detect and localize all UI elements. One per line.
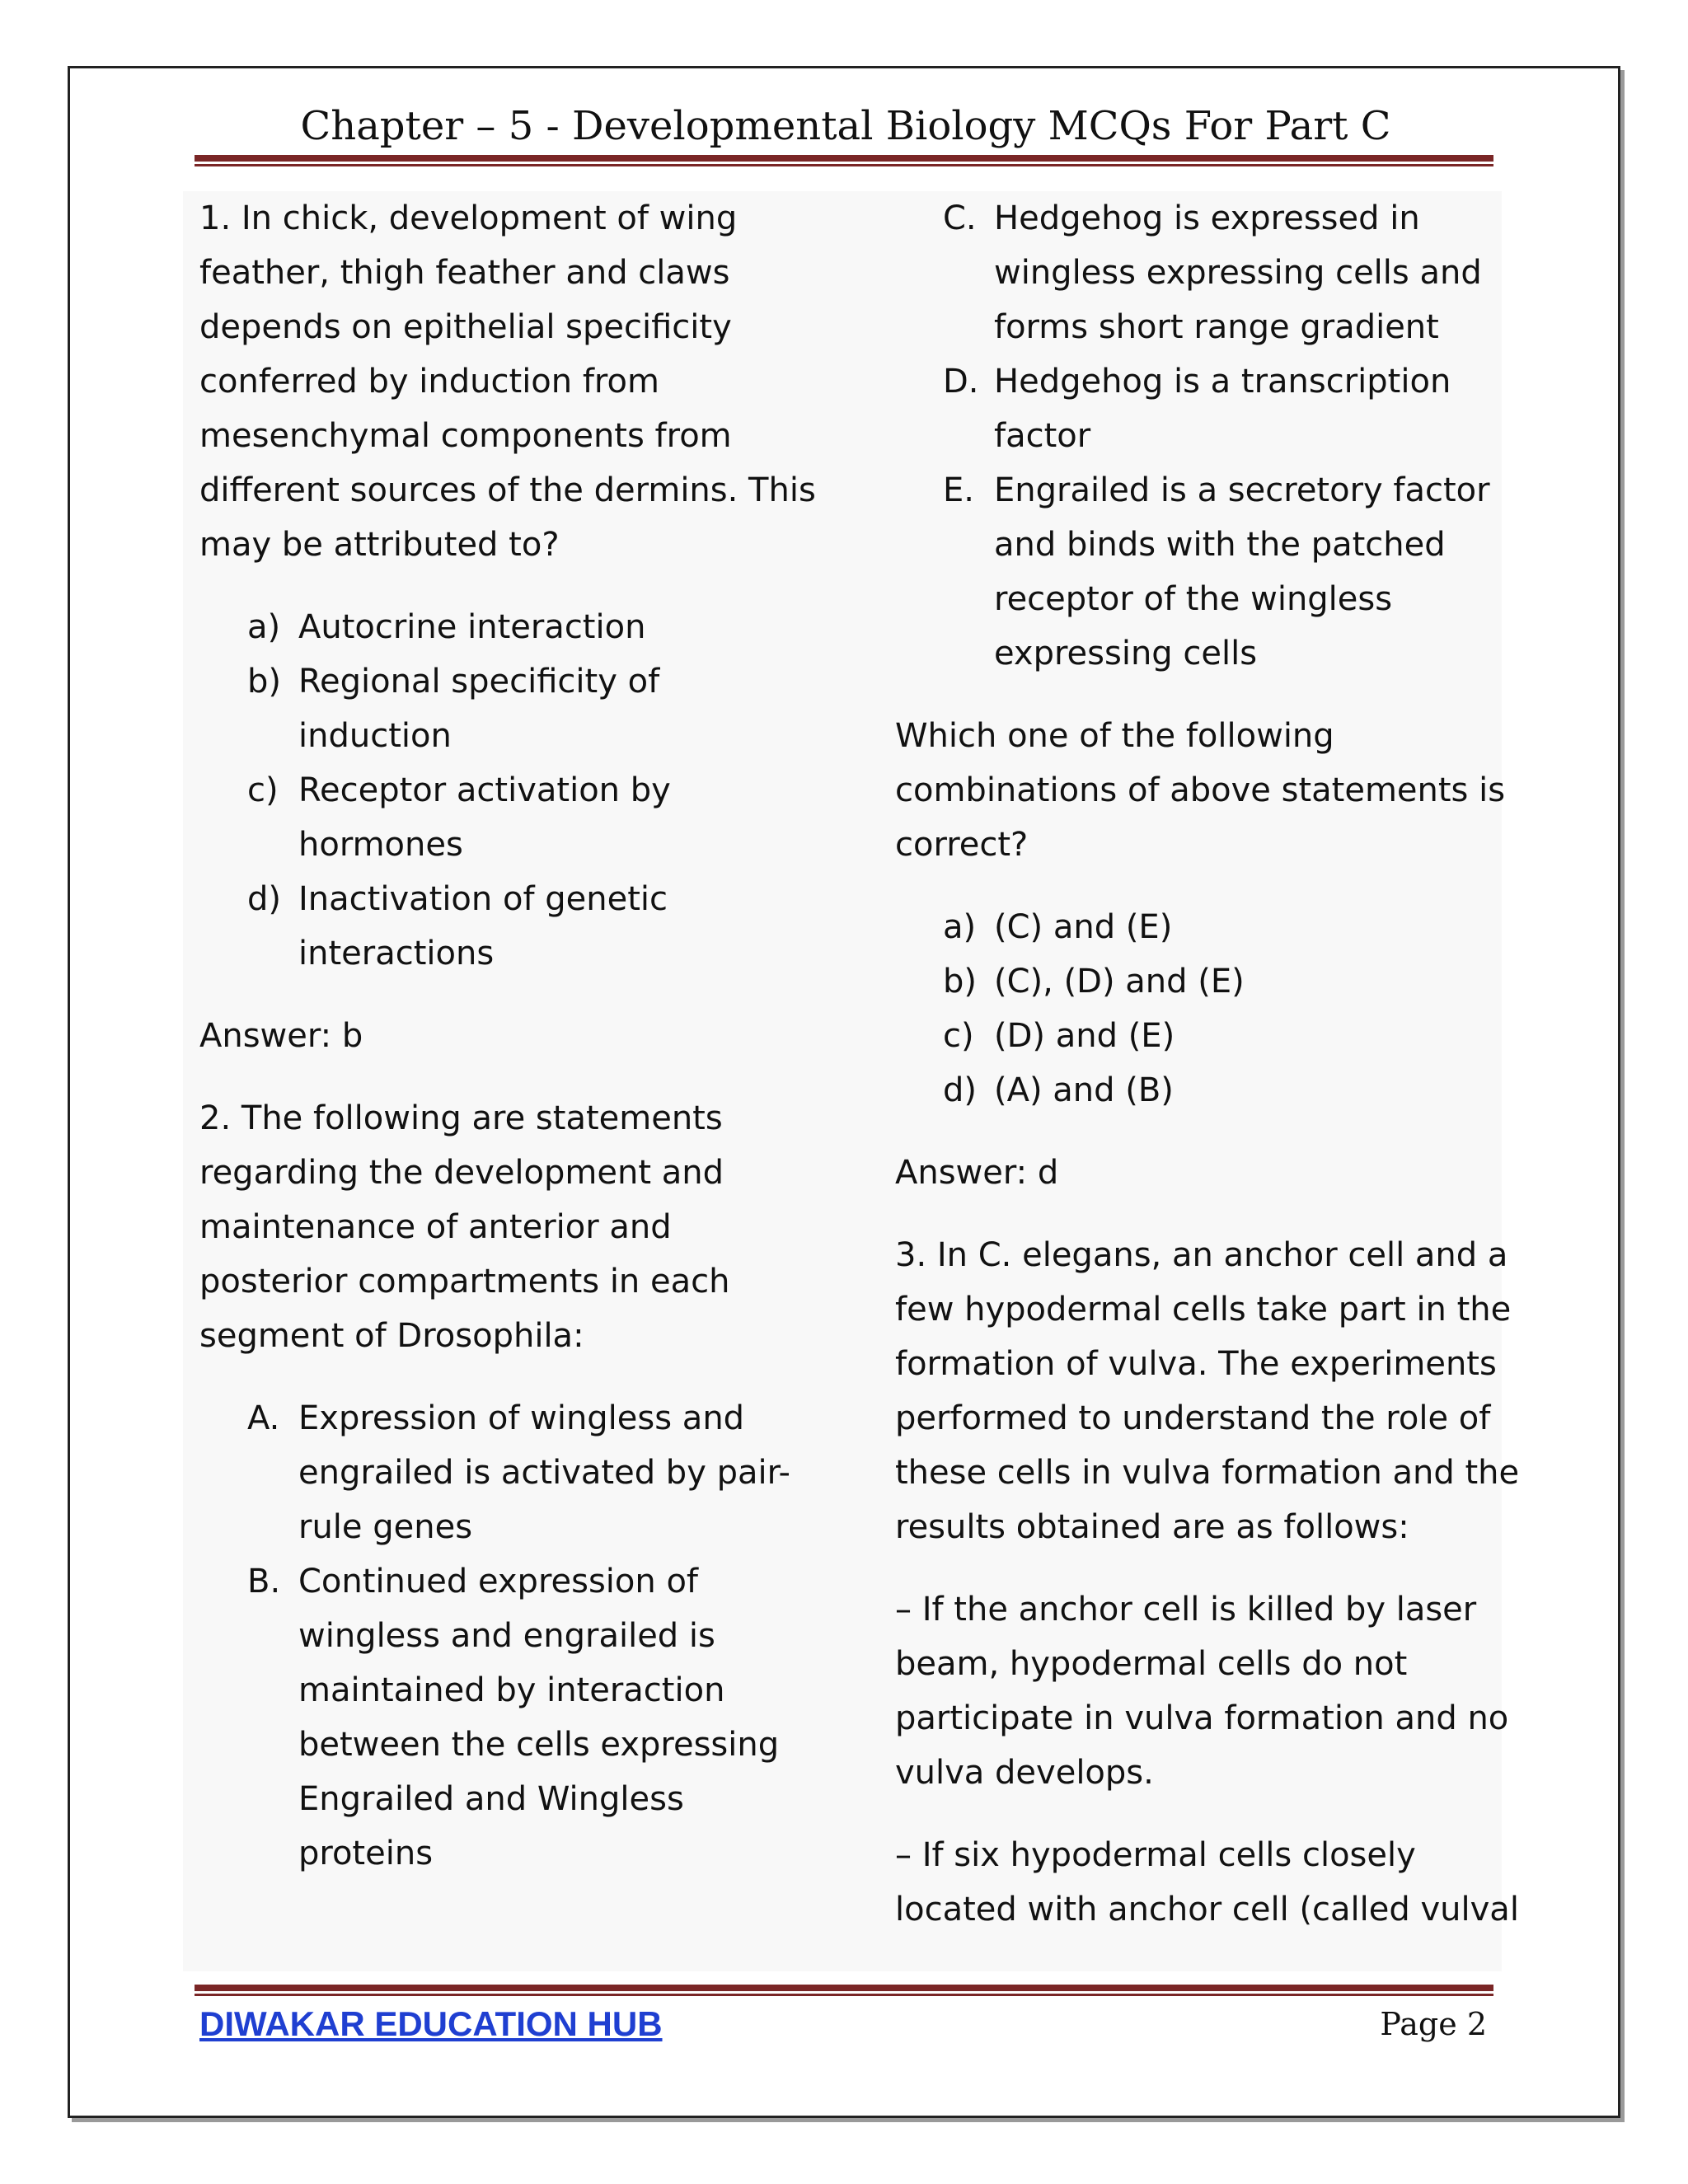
option-text: Receptor activation by — [298, 771, 671, 809]
statement-text: engrailed is activated by pair- — [298, 1454, 790, 1492]
footer-rule — [195, 1985, 1493, 1996]
option-marker: a) — [247, 608, 281, 646]
statement-text: receptor of the wingless — [994, 580, 1393, 618]
option-text: induction — [298, 717, 452, 755]
statement-text: Expression of wingless and — [298, 1399, 745, 1437]
stem-line: 3. In C. elegans, an anchor cell and a — [895, 1236, 1508, 1274]
stem-line: maintenance of anterior and — [199, 1208, 672, 1246]
result-line: – If six hypodermal cells closely — [895, 1836, 1416, 1874]
statement-text: forms short range gradient — [994, 308, 1439, 346]
stem-line: different sources of the dermins. This — [199, 471, 816, 509]
stem-line: feather, thigh feather and claws — [199, 254, 730, 292]
page-title: Chapter – 5 - Developmental Biology MCQs For Part C — [300, 103, 1391, 149]
stem-line: few hypodermal cells take part in the — [895, 1291, 1512, 1329]
page-number: Page 2 — [1380, 2006, 1487, 2042]
option-marker: a) — [943, 908, 977, 946]
footer-rule-thin — [195, 1994, 1493, 1996]
option-marker: c) — [943, 1017, 974, 1055]
statement-text: rule genes — [298, 1508, 473, 1546]
right-column — [895, 191, 1520, 1965]
option-text: Regional specificity of — [298, 663, 660, 701]
stem-line: formation of vulva. The experiments — [895, 1345, 1497, 1383]
statement-text: expressing cells — [994, 635, 1258, 673]
option-marker: d) — [247, 880, 281, 918]
option-marker: b) — [247, 663, 281, 701]
question-3-result-1 — [895, 1582, 1509, 1800]
option-marker: b) — [943, 963, 977, 1001]
result-line: participate in vulva formation and no — [895, 1699, 1509, 1737]
question-3-stem — [895, 1228, 1520, 1554]
statement-b — [199, 1554, 859, 1881]
option-text: (C), (D) and (E) — [994, 963, 1245, 1001]
statement-text: between the cells expressing — [298, 1726, 780, 1764]
result-line: – If the anchor cell is killed by laser — [895, 1591, 1477, 1629]
option-marker: d) — [943, 1071, 977, 1109]
result-line: vulva develops. — [895, 1754, 1154, 1792]
prompt-line: correct? — [895, 826, 1029, 864]
result-line: located with anchor cell (called vulval — [895, 1891, 1519, 1929]
statement-text: Continued expression of — [298, 1563, 698, 1601]
statement-text: and binds with the patched — [994, 526, 1446, 564]
question-1-answer: Answer: b — [199, 1017, 363, 1055]
stem-line: results obtained are as follows: — [895, 1508, 1409, 1546]
option-d — [199, 872, 859, 981]
question-1-options — [199, 600, 859, 981]
option-text: (D) and (E) — [994, 1017, 1175, 1055]
question-2-statements — [199, 1391, 859, 1881]
stem-line: these cells in vulva formation and the — [895, 1454, 1520, 1492]
statement-text: Engrailed is a secretory factor — [994, 471, 1490, 509]
statement-text: Hedgehog is expressed in — [994, 199, 1420, 237]
option-text: (A) and (B) — [994, 1071, 1174, 1109]
statement-d — [895, 354, 1497, 463]
statement-marker: C. — [943, 199, 977, 237]
left-column — [199, 191, 859, 1909]
statement-text: Hedgehog is a transcription — [994, 363, 1451, 401]
footer-brand-link[interactable]: DIWAKAR EDUCATION HUB — [199, 2004, 663, 2043]
stem-line: performed to understand the role of — [895, 1399, 1491, 1437]
stem-line: 2. The following are statements — [199, 1099, 723, 1137]
stem-line: segment of Drosophila: — [199, 1317, 584, 1355]
result-line: beam, hypodermal cells do not — [895, 1645, 1408, 1683]
page-content — [183, 191, 1520, 1971]
statement-e — [895, 463, 1497, 681]
statement-text: Engrailed and Wingless — [298, 1780, 684, 1818]
prompt-line: combinations of above statements is — [895, 771, 1506, 809]
header-rule — [195, 155, 1493, 166]
option-b — [199, 654, 859, 763]
statement-a — [199, 1391, 859, 1554]
option-marker: c) — [247, 771, 279, 809]
statement-text: wingless and engrailed is — [298, 1617, 715, 1655]
header-rule-thick — [195, 155, 1493, 162]
option-c — [895, 1009, 1497, 1063]
question-2-statements-continued — [895, 191, 1497, 681]
stem-line: 1. In chick, development of wing — [199, 199, 738, 237]
option-a — [895, 900, 1497, 954]
statement-marker: B. — [247, 1563, 281, 1601]
statement-marker: A. — [247, 1399, 280, 1437]
stem-line: regarding the development and — [199, 1154, 724, 1192]
stem-line: conferred by induction from — [199, 363, 659, 401]
question-1-stem — [199, 191, 859, 572]
statement-marker: E. — [943, 471, 974, 509]
question-2-options — [895, 900, 1497, 1118]
stem-line: may be attributed to? — [199, 526, 560, 564]
option-text: hormones — [298, 826, 463, 864]
footer-rule-thick — [195, 1985, 1493, 1991]
stem-line: depends on epithelial specificity — [199, 308, 732, 346]
statement-text: factor — [994, 417, 1091, 455]
option-b — [895, 954, 1497, 1009]
option-text: interactions — [298, 935, 495, 972]
question-2-answer: Answer: d — [895, 1154, 1059, 1192]
question-2-stem — [199, 1091, 859, 1363]
option-text: Autocrine interaction — [298, 608, 646, 646]
option-text: (C) and (E) — [994, 908, 1173, 946]
stem-line: mesenchymal components from — [199, 417, 732, 455]
option-c — [199, 763, 859, 872]
question-2-prompt — [895, 709, 1506, 872]
option-d — [895, 1063, 1497, 1118]
stem-line: posterior compartments in each — [199, 1263, 730, 1301]
statement-c — [895, 191, 1497, 354]
option-text: Inactivation of genetic — [298, 880, 668, 918]
statement-text: maintained by interaction — [298, 1671, 725, 1709]
statement-text: proteins — [298, 1835, 434, 1872]
prompt-line: Which one of the following — [895, 717, 1334, 755]
option-a — [199, 600, 859, 654]
question-3-result-2 — [895, 1828, 1519, 1937]
header-rule-thin — [195, 164, 1493, 166]
statement-marker: D. — [943, 363, 979, 401]
statement-text: wingless expressing cells and — [994, 254, 1482, 292]
